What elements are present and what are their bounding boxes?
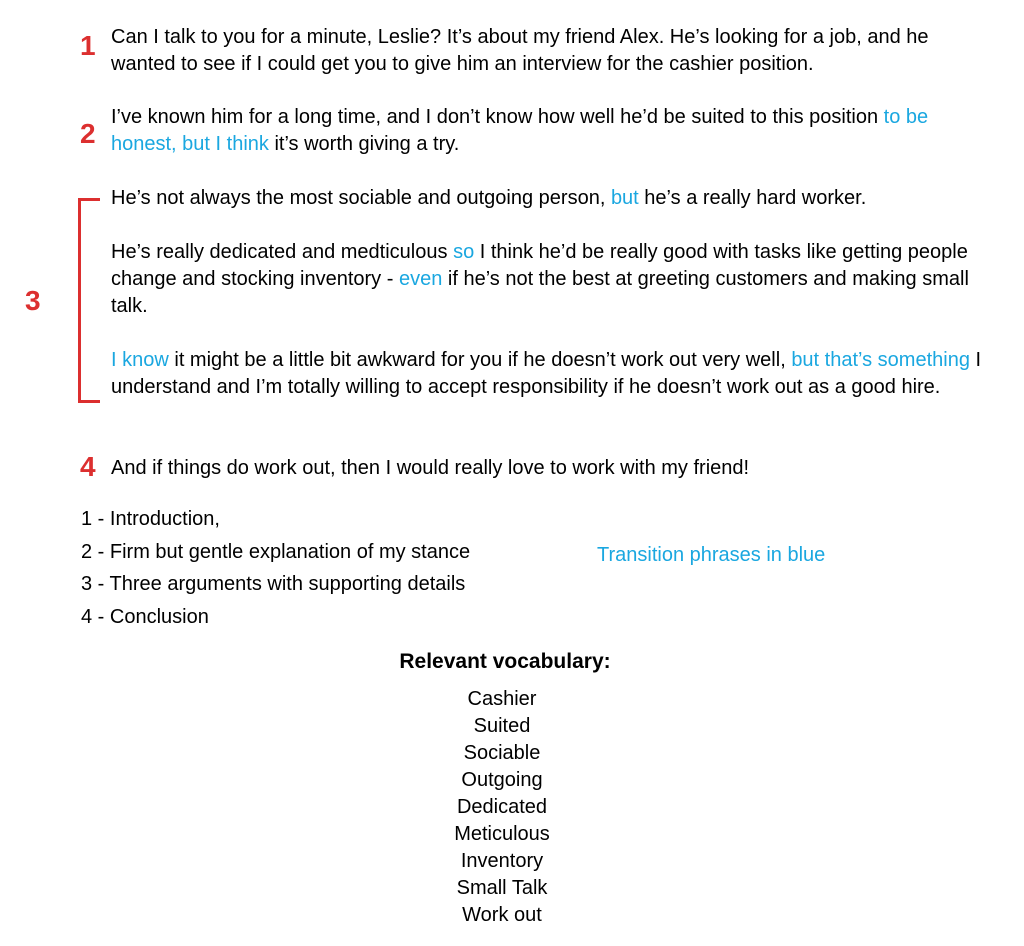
paragraph-text: He’s not always the most sociable and outgoing person,: [111, 187, 611, 209]
paragraph-text: I think he’d be really good with tasks like getting people change and stocking inventory -: [111, 241, 968, 290]
transition-phrase: to be honest, but I think: [111, 106, 929, 155]
vocabulary-word: Meticulous: [454, 823, 550, 845]
paragraph-text: if he’s not the best at greeting customers and making small talk.: [111, 268, 969, 317]
legend-item-1: 1 - Introduction,: [81, 508, 220, 530]
section-marker-3: 3: [25, 285, 41, 316]
transition-phrase: but: [610, 187, 639, 209]
paragraph-stance: [111, 104, 991, 158]
paragraph-argument-3: [111, 347, 991, 401]
paragraph-text: Can I talk to you for a minute, Leslie? It’s about my friend Alex. He’s looking for a job, and he wanted to see if I could get you to give him an interview for the cashier position.: [111, 26, 929, 75]
paragraph-text: he’s a really hard worker.: [638, 187, 867, 209]
section-marker-4: 4: [80, 451, 96, 482]
legend-item-2: 2 - Firm but gentle explanation of my stance: [81, 541, 471, 563]
vocabulary-word: Suited: [473, 715, 531, 737]
vocabulary-word: Work out: [462, 904, 542, 926]
paragraph-text: I’ve known him for a long time, and I don’t know how well he’d be suited to this position: [111, 106, 884, 128]
transition-phrase: but that’s something: [791, 349, 970, 371]
vocabulary-word: Dedicated: [456, 796, 548, 818]
section-marker-1: 1: [80, 30, 96, 61]
vocabulary-word: Small Talk: [456, 877, 548, 899]
vocabulary-word: Sociable: [463, 742, 541, 764]
paragraph-argument-1: [111, 185, 991, 212]
paragraph-text: I understand and I’m totally willing to accept responsibility if he doesn’t work out as a good hire.: [111, 349, 982, 398]
transition-phrase: I know: [111, 349, 169, 371]
section-marker-2: 2: [80, 118, 96, 149]
paragraph-text: it’s worth giving a try.: [268, 133, 460, 155]
vocabulary-word: Inventory: [460, 850, 544, 872]
paragraph-text: And if things do work out, then I would really love to work with my friend!: [111, 457, 750, 479]
paragraph-conclusion: [111, 455, 991, 482]
paragraph-argument-2: [111, 239, 991, 320]
vocabulary-word: Outgoing: [461, 769, 543, 791]
section-3-bracket: [78, 198, 100, 403]
legend-item-4: 4 - Conclusion: [81, 606, 209, 628]
transition-phrase: even: [398, 268, 443, 290]
paragraph-text: it might be a little bit awkward for you if he doesn’t work out very well,: [168, 349, 792, 371]
paragraph-text: He’s really dedicated and medticulous: [111, 241, 454, 263]
vocabulary-word: Cashier: [467, 688, 537, 710]
vocabulary-title: Relevant vocabulary:: [399, 650, 611, 673]
legend-item-3: 3 - Three arguments with supporting details: [81, 573, 466, 595]
paragraph-introduction: [111, 24, 991, 78]
transition-phrase: so: [453, 241, 475, 263]
vocabulary-list: [0, 686, 1004, 929]
transition-note: Transition phrases in blue: [597, 544, 826, 566]
